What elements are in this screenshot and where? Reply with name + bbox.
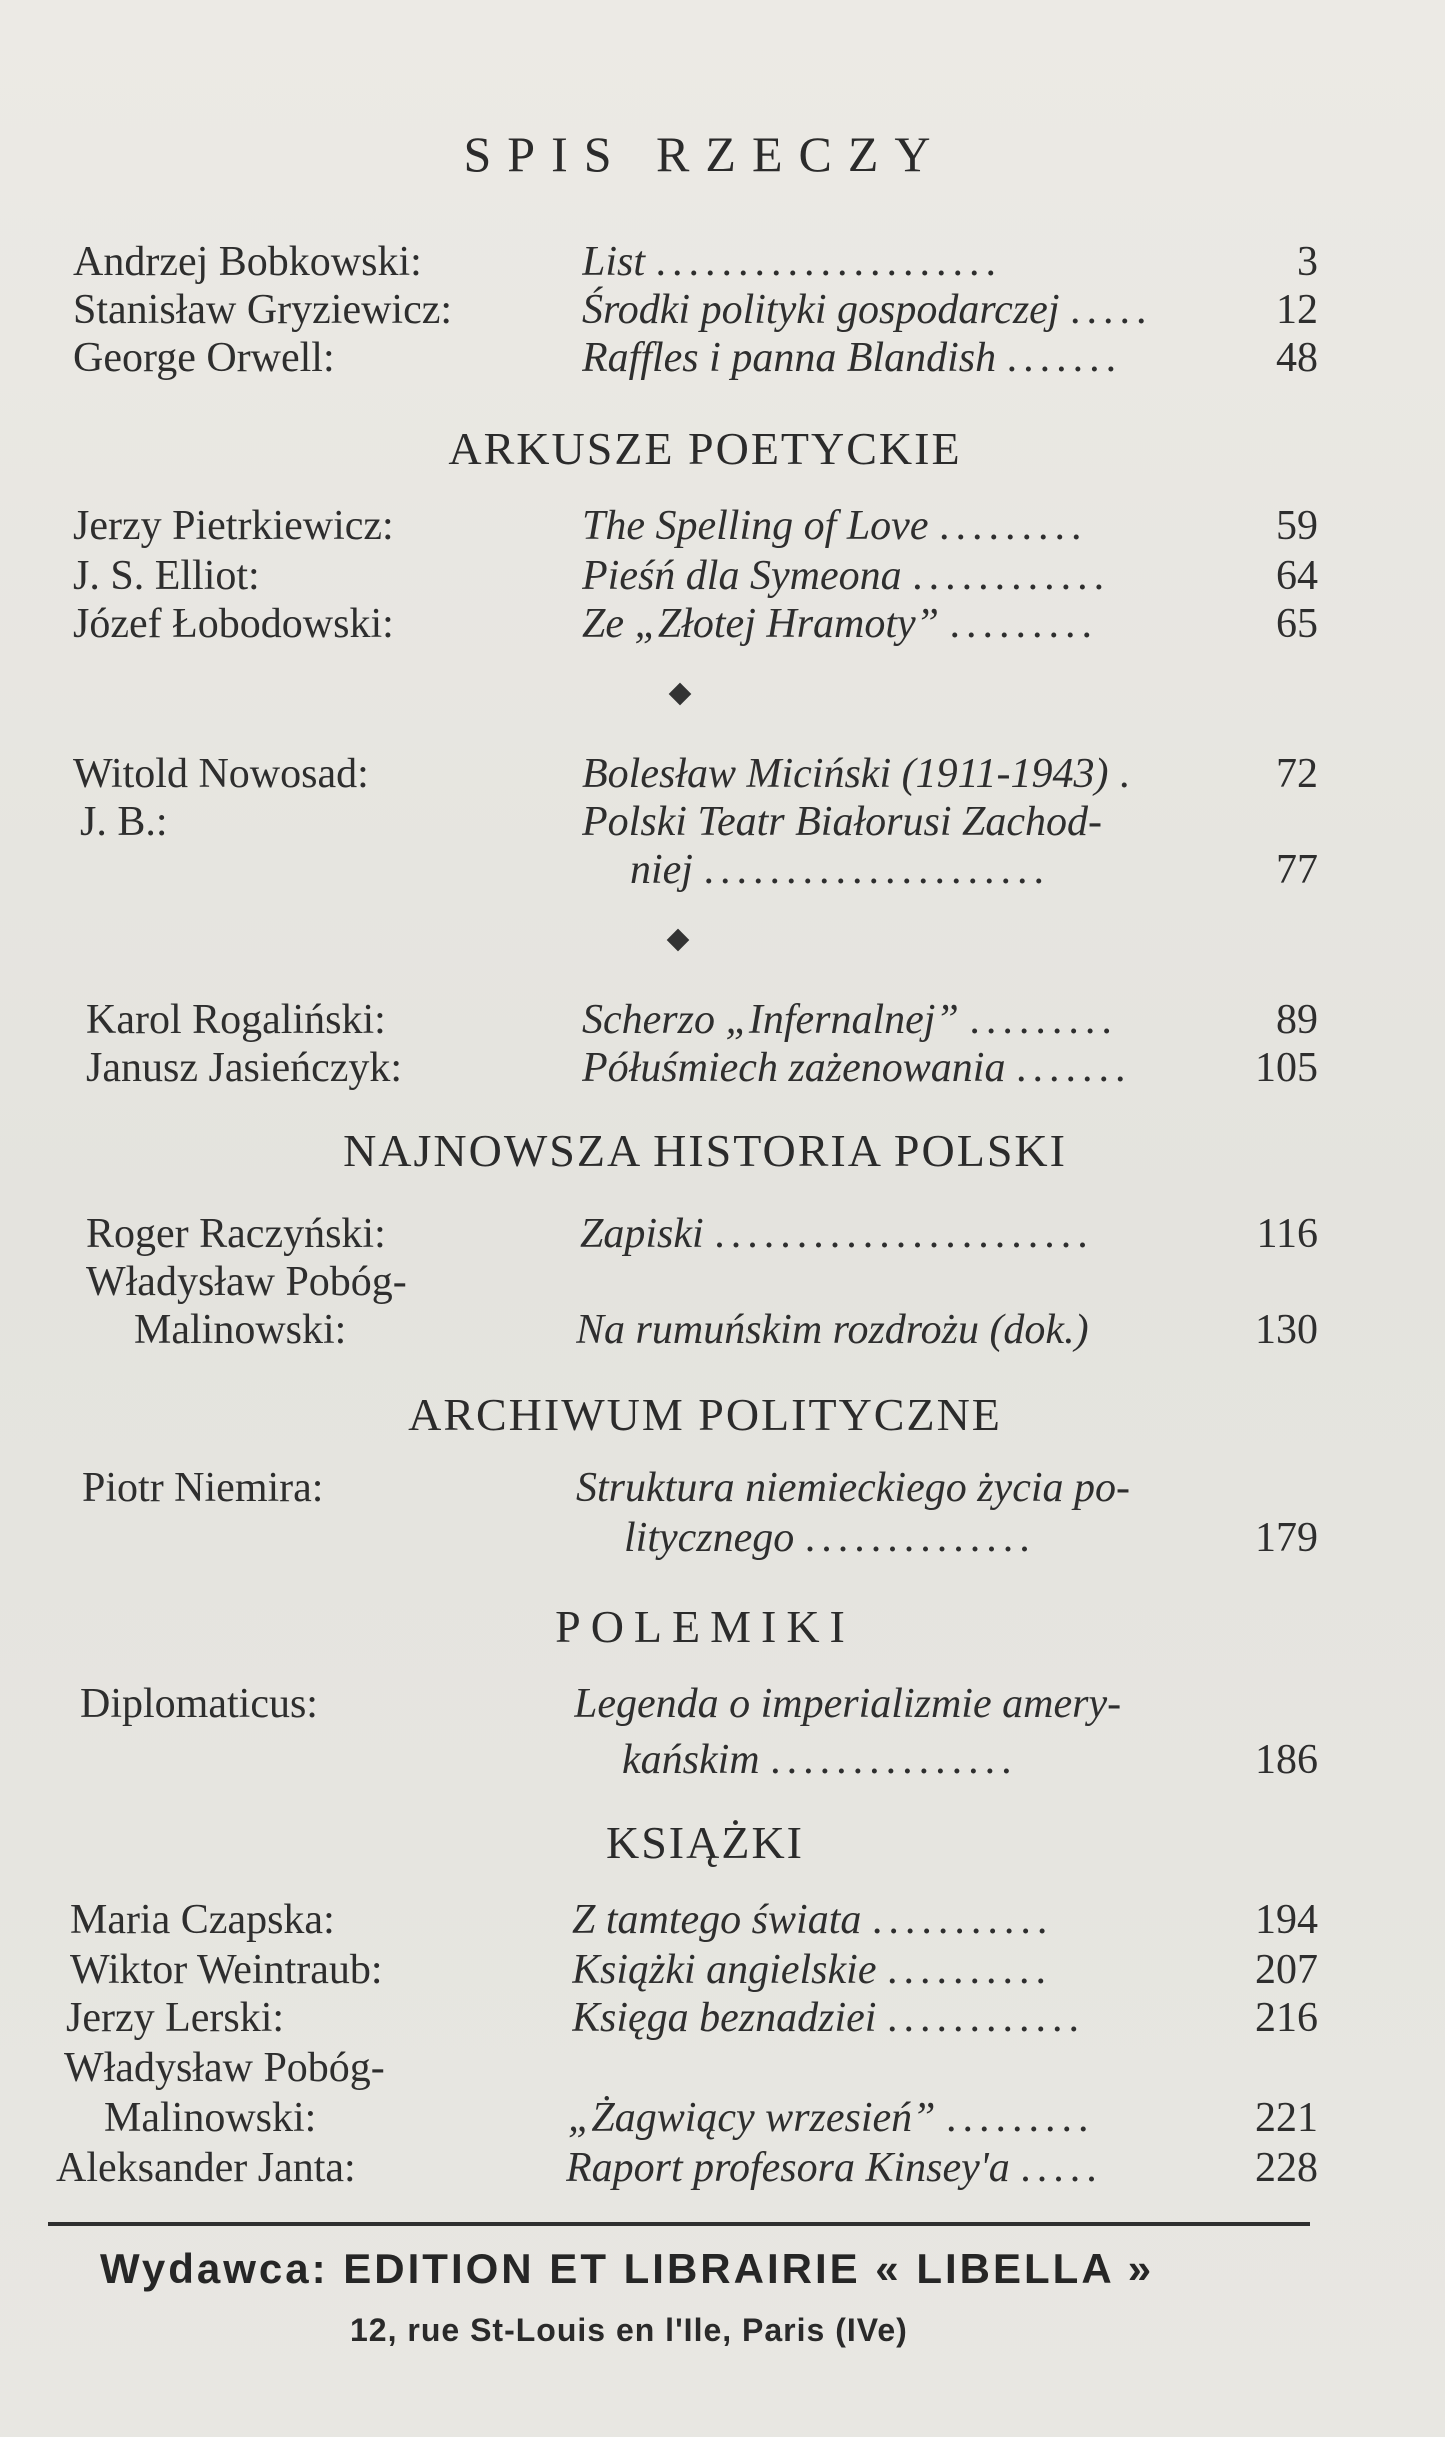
toc-entry-continued [0,1736,1445,1786]
toc-entry [0,1680,1445,1730]
entry-author: Janusz Jasieńczyk: [86,1045,403,1091]
entry-title: Scherzo „Infernalnej” ......... [582,997,1118,1043]
entry-page: 216 [1255,1995,1318,2041]
entry-page: 64 [1276,553,1318,599]
toc-entry [0,1464,1445,1514]
entry-author-continued: Malinowski: [134,1307,347,1353]
toc-entry [0,798,1445,848]
toc-entry-continued [0,1514,1445,1564]
toc-entry [0,1946,1445,1996]
entry-page: 221 [1255,2095,1318,2141]
entry-title: Ze „Złotej Hramoty” ......... [582,601,1099,647]
toc-entry [0,2144,1445,2194]
entry-page: 179 [1255,1515,1318,1561]
entry-page: 130 [1255,1307,1318,1353]
entry-title-continued: litycznego .............. [624,1515,1036,1561]
entry-page: 3 [1297,239,1318,285]
entry-author: Aleksander Janta: [56,2145,356,2191]
entry-page: 89 [1276,997,1318,1043]
toc-entry [0,552,1445,602]
entry-author: George Orwell: [73,335,335,381]
toc-entry-continued [0,846,1445,896]
entry-page: 77 [1276,847,1318,893]
section-heading: POLEMIKI [555,1601,855,1652]
entry-author: Roger Raczyński: [86,1211,386,1257]
entry-author: Józef Łobodowski: [73,601,394,647]
section-heading: ARCHIWUM POLITYCZNE [408,1389,1002,1440]
toc-entry [0,1994,1445,2044]
toc-entry [0,502,1445,552]
entry-author: Piotr Niemira: [82,1465,324,1511]
entry-title: Z tamtego świata ........... [572,1897,1054,1943]
entry-page: 228 [1255,2145,1318,2191]
footer-divider [48,2222,1310,2226]
entry-title: Zapiski ....................... [580,1211,1094,1257]
entry-title: The Spelling of Love ......... [582,503,1088,549]
section-heading: KSIĄŻKI [606,1817,804,1868]
entry-author: Witold Nowosad: [73,751,369,797]
entry-title: Raffles i panna Blandish ....... [582,335,1123,381]
entry-page: 65 [1276,601,1318,647]
toc-entry [0,1258,1445,1308]
entry-title: Książki angielskie .......... [572,1947,1052,1993]
entry-page: 186 [1255,1737,1318,1783]
entry-author: Władysław Pobóg- [64,2045,385,2091]
entry-title: Środki polityki gospodarczej ..... [582,287,1153,333]
toc-entry [0,996,1445,1046]
entry-page: 72 [1276,751,1318,797]
entry-author: Wiktor Weintraub: [70,1947,383,1993]
entry-title: Bolesław Miciński (1911-1943) . [582,751,1136,797]
section-heading: ARKUSZE POETYCKIE [448,423,962,474]
toc-entry [0,750,1445,800]
entry-author: Władysław Pobóg- [86,1259,407,1305]
entry-page: 12 [1276,287,1318,333]
entry-title-continued: kańskim ............... [622,1737,1018,1783]
toc-entry [0,334,1445,384]
section-heading: NAJNOWSZA HISTORIA POLSKI [343,1125,1067,1176]
entry-page: 105 [1255,1045,1318,1091]
entry-page: 59 [1276,503,1318,549]
entry-author: J. S. Elliot: [73,553,260,599]
entry-author: Andrzej Bobkowski: [73,239,422,285]
entry-author: Karol Rogaliński: [86,997,386,1043]
diamond-ornament-icon [667,929,690,952]
page-title: SPIS RZECZY [463,126,947,182]
entry-page: 116 [1256,1211,1318,1257]
entry-title: Księga beznadziei ............ [572,1995,1085,2041]
entry-author: Stanisław Gryziewicz: [73,287,453,333]
entry-title: List ..................... [582,239,1003,285]
entry-page: 48 [1276,335,1318,381]
toc-entry [0,1896,1445,1946]
toc-entry-continued [0,1306,1445,1356]
entry-title-continued: niej ..................... [630,847,1050,893]
entry-author: J. B.: [80,799,168,845]
toc-entry [0,286,1445,336]
entry-author: Maria Czapska: [70,1897,335,1943]
publisher-address: 12, rue St-Louis en l'Ile, Paris (IVe) [350,2312,908,2348]
entry-page: 194 [1255,1897,1318,1943]
entry-title: Na rumuńskim rozdrożu (dok.) [576,1307,1089,1353]
entry-author: Jerzy Pietrkiewicz: [73,503,394,549]
toc-entry [0,1210,1445,1260]
diamond-ornament-icon [669,683,692,706]
entry-title: Struktura niemieckiego życia po- [576,1465,1130,1511]
entry-page: 207 [1255,1947,1318,1993]
toc-entry [0,1044,1445,1094]
entry-title: „Żagwiący wrzesień” ......... [568,2095,1095,2141]
toc-entry-continued [0,2094,1445,2144]
entry-title: Legenda o imperializmie amery- [574,1681,1122,1727]
entry-title: Polski Teatr Białorusi Zachod- [582,799,1102,845]
entry-title: Raport profesora Kinsey'a ..... [566,2145,1103,2191]
publisher-line: Wydawca: EDITION ET LIBRAIRIE « LIBELLA » [100,2245,1155,2292]
entry-author-continued: Malinowski: [104,2095,317,2141]
entry-author: Jerzy Lerski: [66,1995,285,2041]
toc-entry [0,2044,1445,2094]
toc-entry [0,600,1445,650]
entry-title: Pieśń dla Symeona ............ [582,553,1111,599]
entry-author: Diplomaticus: [80,1681,318,1727]
entry-title: Półuśmiech zażenowania ....... [582,1045,1132,1091]
toc-entry [0,238,1445,288]
